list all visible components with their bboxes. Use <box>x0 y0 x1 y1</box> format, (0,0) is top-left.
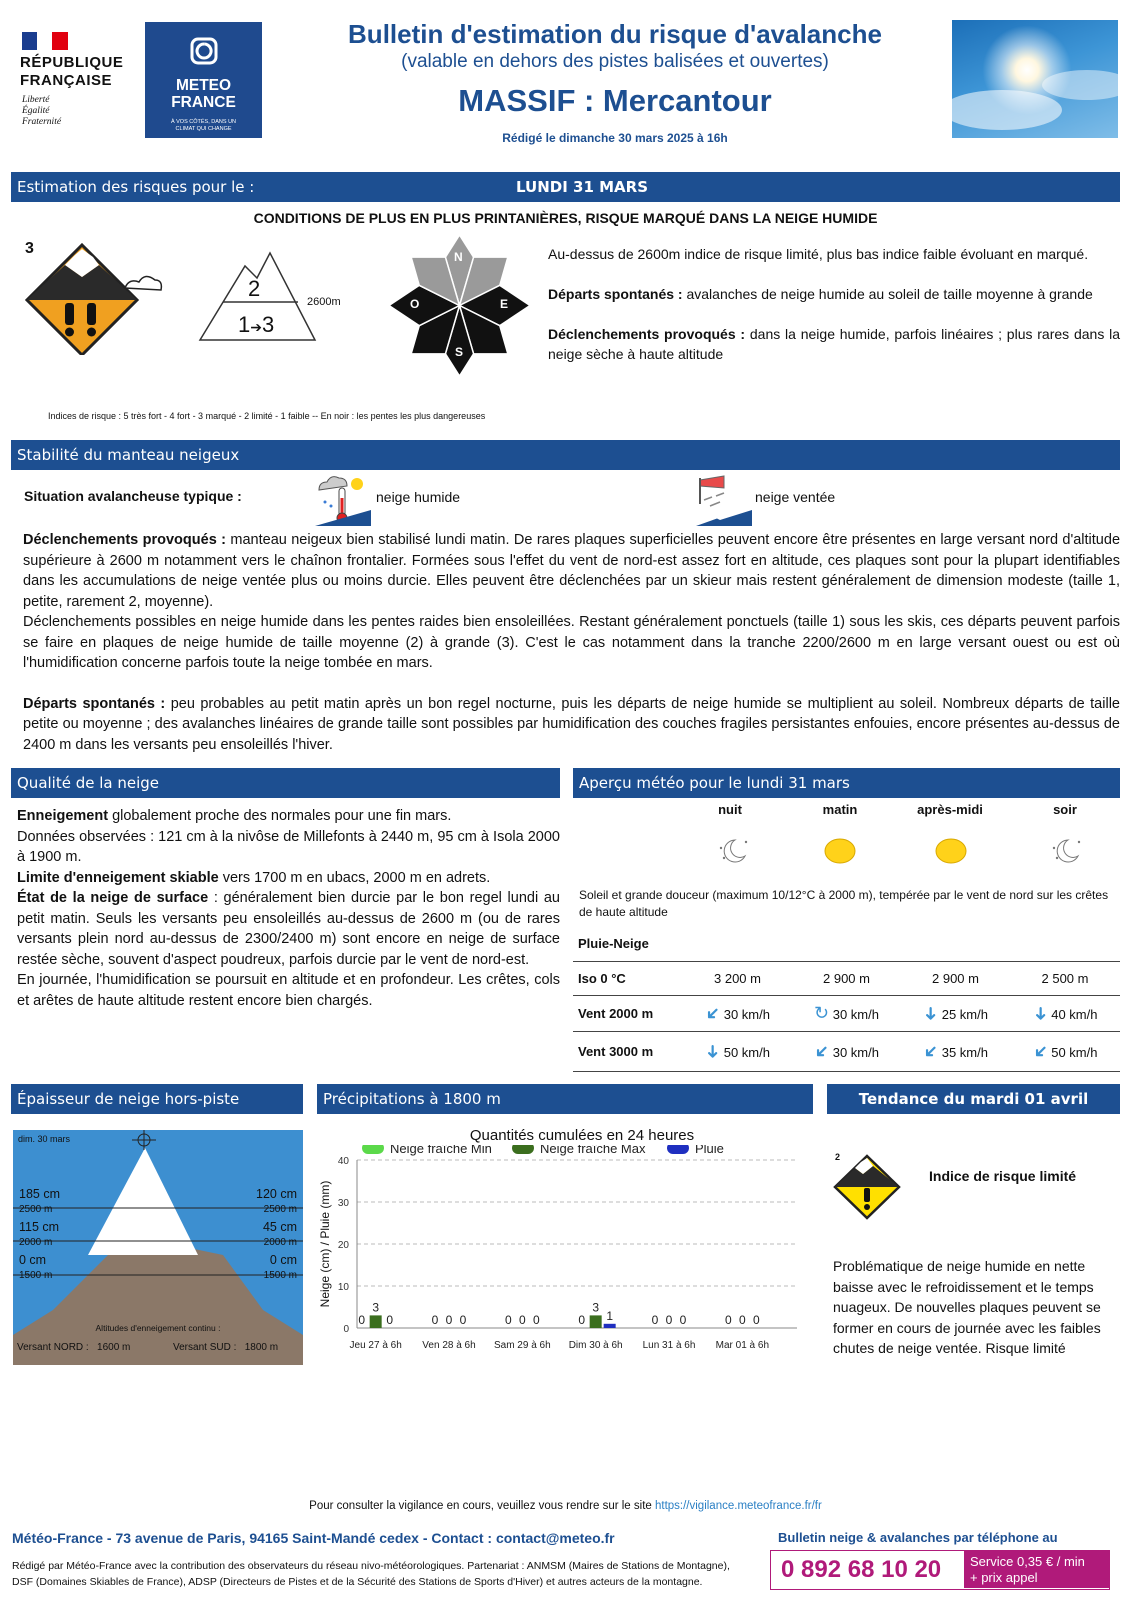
service-tag <box>964 1551 1109 1588</box>
data-label: 0 <box>358 1313 366 1327</box>
stabilite-title: Stabilité du manteau neigeux <box>17 446 240 464</box>
meteo-france-logo <box>145 22 262 138</box>
alt-2500: 2500 m <box>19 1204 53 1215</box>
compass-s: S <box>455 345 464 359</box>
bulletin-title: Bulletin d'estimation du risque d'avalanche <box>348 19 882 49</box>
meteo-summary: Soleil et grande douceur (maximum 10/12°C à 2000 m), tempérée par le vent de nord sur les crêtes de haute altitude <box>579 888 1109 919</box>
upper-risk-index: 2 <box>248 276 261 301</box>
alt-2000: 2000 m <box>19 1237 53 1248</box>
sun-icon <box>823 837 857 865</box>
south-depth-mid: 45 cm <box>262 1220 297 1234</box>
alt-1500: 1500 m <box>263 1270 297 1281</box>
qualite-l1-label: Enneigement <box>17 808 109 824</box>
bar-pluie <box>604 1324 616 1328</box>
legend-label: Neige fraîche Min <box>390 1145 492 1156</box>
data-label: 0 <box>459 1313 467 1327</box>
meteo-tag2: CLIMAT QUI CHANGE <box>175 126 232 132</box>
redige-date: Rédigé le dimanche 30 mars 2025 à 16h <box>502 131 728 145</box>
iso-value: 2 900 m <box>901 961 1010 995</box>
wind-speed: 30 km/h <box>723 1006 770 1022</box>
risk-level-3-icon <box>25 243 163 355</box>
north-depth-low: 0 cm <box>19 1253 47 1267</box>
republique-line2: FRANÇAISE <box>20 72 113 89</box>
legend-swatch <box>512 1145 534 1154</box>
precip-chart-title: Quantités cumulées en 24 heures <box>469 1127 695 1144</box>
versant-sud: Versant SUD : 1800 m <box>173 1342 279 1353</box>
data-label: 0 <box>518 1313 526 1327</box>
data-label: 0 <box>724 1313 732 1327</box>
flag-icon <box>22 32 68 52</box>
wind-speed: 50 km/h <box>1051 1044 1098 1060</box>
variable-wind-icon: ↻ <box>814 1002 830 1023</box>
data-label: 0 <box>651 1313 659 1327</box>
compass-o: O <box>410 297 420 311</box>
stabilite-p2: Déclenchements possibles en neige humide dans les pentes raides bien ensoleillées. Restant généralement ponctuels (taille 1) sous les skis, ces départs peuvent parfois se faire en plaques de neige humide de taille moyenne (2) à grande (3). C'est le cas notamment dans la tranche 2200/2600 m en large versant ouest ou est où l'humidification concerne parfois toute la neige tombée en mars. <box>23 614 1120 671</box>
estimation-text1: Au-dessus de 2600m indice de risque limité, plus bas indice faible évoluant en marqué. <box>548 246 1089 262</box>
data-label: 0 <box>532 1313 540 1327</box>
wind-speed: 40 km/h <box>1051 1006 1098 1022</box>
data-label: 0 <box>738 1313 746 1327</box>
snow-depth-diagram <box>13 1130 303 1365</box>
meteo-line1: METEO <box>175 77 232 94</box>
stabilite-text <box>23 530 1120 755</box>
x-tick-label: Mar 01 à 6h <box>715 1340 770 1351</box>
republique-logo <box>20 30 130 140</box>
data-label: 0 <box>386 1313 394 1327</box>
risk-level-number: 3 <box>25 240 34 257</box>
data-label: 3 <box>372 1300 380 1315</box>
situation-wet-snow: neige humide <box>376 489 461 505</box>
period-matin: matin <box>822 802 858 817</box>
epaisseur-bar <box>11 1084 303 1114</box>
estimation-text3-label: Déclenchements provoqués : <box>548 326 746 342</box>
depth-date: dim. 30 mars <box>18 1134 71 1144</box>
tendance-text: Problématique de neige humide en nette baisse avec le refroidissement et le temps nuageux. De nouvelles plaques peuvent se former en cours de journée avec les faibles chutes de neige ventée. Risque limité <box>833 1258 1101 1356</box>
iso-label: Iso 0 °C <box>573 961 683 995</box>
data-label: 0 <box>578 1313 586 1327</box>
qualite-l1: globalement proche des normales pour une fin mars. <box>108 808 452 824</box>
data-label: 0 <box>431 1313 439 1327</box>
lower-risk-index <box>238 312 274 338</box>
estimation-text2-label: Départs spontanés : <box>548 286 683 302</box>
situation-wind-snow: neige ventée <box>755 489 836 505</box>
footer-credits-line2: DSF (Domaines Skiables de France), ADSP (Directeurs de Pistes et de la Sécurité des Stations de Sports d'Hiver) et autres acteurs de la montagne. <box>12 1576 703 1588</box>
phone-box[interactable] <box>770 1550 1110 1590</box>
x-tick-label: Lun 31 à 6h <box>642 1340 696 1351</box>
qualite-l3-label: Limite d'enneigement skiable <box>17 869 219 886</box>
y-axis-label: Neige (cm) / Pluie (mm) <box>318 1180 332 1308</box>
altitude-threshold: 2600m <box>307 296 341 308</box>
bulletin-subtitle: (valable en dehors des pistes balisées et ouvertes) <box>401 51 829 72</box>
estimation-headline: CONDITIONS DE PLUS EN PLUS PRINTANIÈRES, RISQUE MARQUÉ DANS LA NEIGE HUMIDE <box>253 210 878 226</box>
estimation-text2: avalanches de neige humide au soleil de taille moyenne à grande <box>682 286 1093 302</box>
motto-egalite: Égalité <box>22 106 50 116</box>
qualite-l4: : généralement bien durcie par le bon regel lundi au petit matin. Seuls les versants peu ensoleillés au-dessus de 2600 m (ou de rares versants plein nord au-dessus de 2300/2400 m) sont encore en neige de surface restée sèche, souvent d'aspect poudreux, parfois durcie par le vent de nord-est. <box>17 890 560 968</box>
legend-label: Neige fraîche Max <box>540 1145 646 1156</box>
meteo-tag1: À VOS CÔTÉS, DANS UN <box>170 119 237 125</box>
meteo-bar <box>573 768 1120 798</box>
pluie-neige-label: Pluie-Neige <box>573 927 683 961</box>
qualite-l2: Données observées : 121 cm à la nivôse de Millefonts à 2440 m, 95 cm à Isola 2000 à 1900 m. <box>17 828 560 865</box>
clear-night-icon <box>715 836 751 866</box>
data-label: 0 <box>445 1313 453 1327</box>
service-line1: Service 0,35 € / min <box>970 1554 1085 1569</box>
wind-arrow-icon: ➜ <box>700 1000 726 1026</box>
tendance-bar <box>827 1084 1120 1114</box>
x-tick-label: Ven 28 à 6h <box>422 1340 476 1351</box>
wind-snow-icon <box>696 474 752 526</box>
data-label: 1 <box>606 1308 614 1323</box>
arrow-right-icon: ➔ <box>250 319 262 335</box>
tendance-title: Tendance du mardi 01 avril <box>858 1090 1089 1108</box>
wind-speed: 30 km/h <box>832 1006 879 1022</box>
estimation-bar <box>11 172 1120 202</box>
north-depth-high: 185 cm <box>19 1187 60 1201</box>
y-tick-label: 30 <box>337 1198 349 1209</box>
data-label: 0 <box>665 1313 673 1327</box>
qualite-l3: vers 1700 m en ubacs, 2000 m en adrets. <box>218 869 491 886</box>
qualite-title: Qualité de la neige <box>17 774 160 792</box>
wind-arrow-icon: ➜ <box>1028 1038 1053 1064</box>
north-depth-mid: 115 cm <box>19 1220 60 1234</box>
footer-credits <box>12 1558 752 1590</box>
y-tick-label: 20 <box>337 1240 349 1251</box>
situation-label: Situation avalancheuse typique : <box>24 488 242 504</box>
compass-e: E <box>500 297 509 311</box>
vent3000-row <box>573 1031 1120 1071</box>
iso-value: 2 900 m <box>792 961 901 995</box>
risk-legend: Indices de risque : 5 très fort - 4 fort - 3 marqué - 2 limité - 1 faible -- En noir : les pentes les plus dangereuses <box>48 411 486 421</box>
risk-level-2-icon <box>833 1154 903 1220</box>
vent3000-label: Vent 3000 m <box>573 1031 683 1071</box>
wind-arrow-icon: ➜ <box>1030 1005 1051 1021</box>
stabilite-p3-label: Départs spontanés : <box>23 695 166 712</box>
data-label: 0 <box>504 1313 512 1327</box>
tendance-level-number: 2 <box>835 1152 841 1162</box>
stabilite-p1-label: Déclenchements provoqués : <box>23 532 226 548</box>
wet-snow-icon <box>315 474 371 526</box>
lower-risk-to: 3 <box>261 312 275 337</box>
y-tick-label: 10 <box>337 1282 349 1293</box>
wind-arrow-icon: ➜ <box>921 1005 942 1021</box>
pluie-neige-row <box>573 927 1120 961</box>
vigilance-text: Pour consulter la vigilance en cours, veuillez vous rendre sur le site <box>309 1500 655 1512</box>
precip-bar <box>317 1084 813 1114</box>
x-tick-label: Sam 29 à 6h <box>493 1340 551 1351</box>
data-label: 0 <box>752 1313 760 1327</box>
bar-neige-fra-che-max <box>370 1315 382 1328</box>
data-label: 0 <box>679 1313 687 1327</box>
lower-risk-from: 1 <box>238 312 251 337</box>
sun-icon <box>934 837 968 865</box>
period-apres-midi: après-midi <box>917 802 983 817</box>
wind-arrow-icon: ➜ <box>918 1038 944 1064</box>
x-tick-label: Jeu 27 à 6h <box>349 1340 402 1351</box>
service-line2: + prix appel <box>970 1570 1038 1585</box>
alt-1500: 1500 m <box>19 1270 53 1281</box>
meteo-table <box>573 927 1120 1072</box>
estimation-date: LUNDI 31 MARS <box>516 178 648 196</box>
vigilance-line <box>0 1500 1131 1512</box>
estimation-label: Estimation des risques pour le : <box>17 178 255 196</box>
south-depth-high: 120 cm <box>256 1187 297 1201</box>
wind-arrow-icon: ➜ <box>809 1038 835 1064</box>
sky-photo <box>952 20 1118 138</box>
period-nuit: nuit <box>718 802 742 817</box>
bar-neige-fra-che-max <box>590 1315 602 1328</box>
wind-speed: 25 km/h <box>941 1006 988 1022</box>
y-tick-label: 0 <box>343 1324 349 1335</box>
iso-value: 3 200 m <box>683 961 792 995</box>
tendance-index: Indice de risque limité <box>929 1168 1077 1184</box>
qualite-bar <box>11 768 560 798</box>
continu-label: Altitudes d'enneigement continu : <box>95 1323 221 1333</box>
x-tick-label: Dim 30 à 6h <box>568 1340 623 1351</box>
epaisseur-title: Épaisseur de neige hors-piste <box>17 1090 240 1108</box>
footer-credits-line1: Rédigé par Météo-France avec la contribution des observateurs du réseau nivo-météorologiques. Partenariat : ANMSM (Maires de Stations de Montagne), <box>12 1560 730 1572</box>
clear-night-icon <box>1048 836 1084 866</box>
qualite-l4-label: État de la neige de surface <box>17 890 209 906</box>
wind-speed: 30 km/h <box>832 1044 879 1060</box>
legend-label: Pluie <box>695 1145 724 1156</box>
motto-fraternite: Fraternité <box>22 117 62 127</box>
motto-liberte: Liberté <box>22 95 50 105</box>
period-soir: soir <box>1053 802 1077 817</box>
estimation-text3: dans la neige humide, parfois linéaires ; plus rares dans la neige sèche à haute altitude <box>548 326 1121 362</box>
qualite-text <box>17 806 560 1011</box>
vent2000-row <box>573 995 1120 1031</box>
legend-swatch <box>667 1145 689 1154</box>
stabilite-bar <box>11 440 1120 470</box>
meteo-france-emblem-icon <box>189 36 219 66</box>
versant-nord: Versant NORD : 1600 m <box>17 1342 131 1353</box>
iso-value: 2 500 m <box>1010 961 1120 995</box>
wind-speed: 35 km/h <box>941 1044 988 1060</box>
alt-2500: 2500 m <box>263 1204 297 1215</box>
qualite-l5: En journée, l'humidification se poursuit en altitude et en profondeur. Les crêtes, cols et arêtes de haute altitude restent encore bien chargés. <box>17 972 560 1009</box>
meteo-line2: FRANCE <box>171 94 236 111</box>
iso-row <box>573 961 1120 995</box>
stabilite-p3: peu probables au petit matin après un bon regel nocturne, puis les départs de neige humide se multiplient au soleil. Nombreux départs de taille petite ou moyenne ; des avalanches linéaires de grande taille sont possibles par humidification des couches fragiles persistantes enfouies, encore présentes au-dessus de 2400 m dans les versants peu ensoleillés l'hiver. <box>23 695 1120 753</box>
precip-title: Précipitations à 1800 m <box>323 1090 501 1108</box>
vigilance-link[interactable]: https://vigilance.meteofrance.fr/fr <box>654 1500 822 1512</box>
y-tick-label: 40 <box>337 1156 349 1167</box>
precip-chart <box>317 1145 817 1385</box>
wind-speed: 50 km/h <box>723 1044 770 1060</box>
compass-n: N <box>454 250 463 264</box>
republique-line1: RÉPUBLIQUE <box>20 54 124 71</box>
footer-address: Météo-France - 73 avenue de Paris, 94165 Saint-Mandé cedex - Contact : contact@meteo.fr <box>12 1530 615 1546</box>
legend-swatch <box>362 1145 384 1154</box>
phone-number: 0 892 68 10 20 <box>781 1556 942 1583</box>
data-label: 3 <box>592 1300 600 1315</box>
massif-title: MASSIF : Mercantour <box>458 83 772 118</box>
south-depth-low: 0 cm <box>269 1253 297 1267</box>
alt-2000: 2000 m <box>263 1237 297 1248</box>
stabilite-p1: manteau neigeux bien stabilisé lundi matin. De rares plaques superficielles peuvent encore être présentes en large versant nord d'altitude supérieure à 2600 m notamment vers le chaînon frontalier. Formées sous l'effet du vent de nord-est assez fort en altitude, ces plaques sont pour la plupart identifiables dans les accumulations de neige ventée plus ou moins durcie. Elles peuvent être déclenchées par un skieur mais restent généralement de dimension modeste (taille 1, petite, rarement 2, moyenne). <box>23 532 1121 610</box>
phone-label: Bulletin neige & avalanches par téléphone au <box>778 1530 1058 1545</box>
meteo-title: Aperçu météo pour le lundi 31 mars <box>579 774 850 792</box>
vent2000-label: Vent 2000 m <box>573 995 683 1031</box>
wind-arrow-icon: ➜ <box>703 1043 724 1059</box>
